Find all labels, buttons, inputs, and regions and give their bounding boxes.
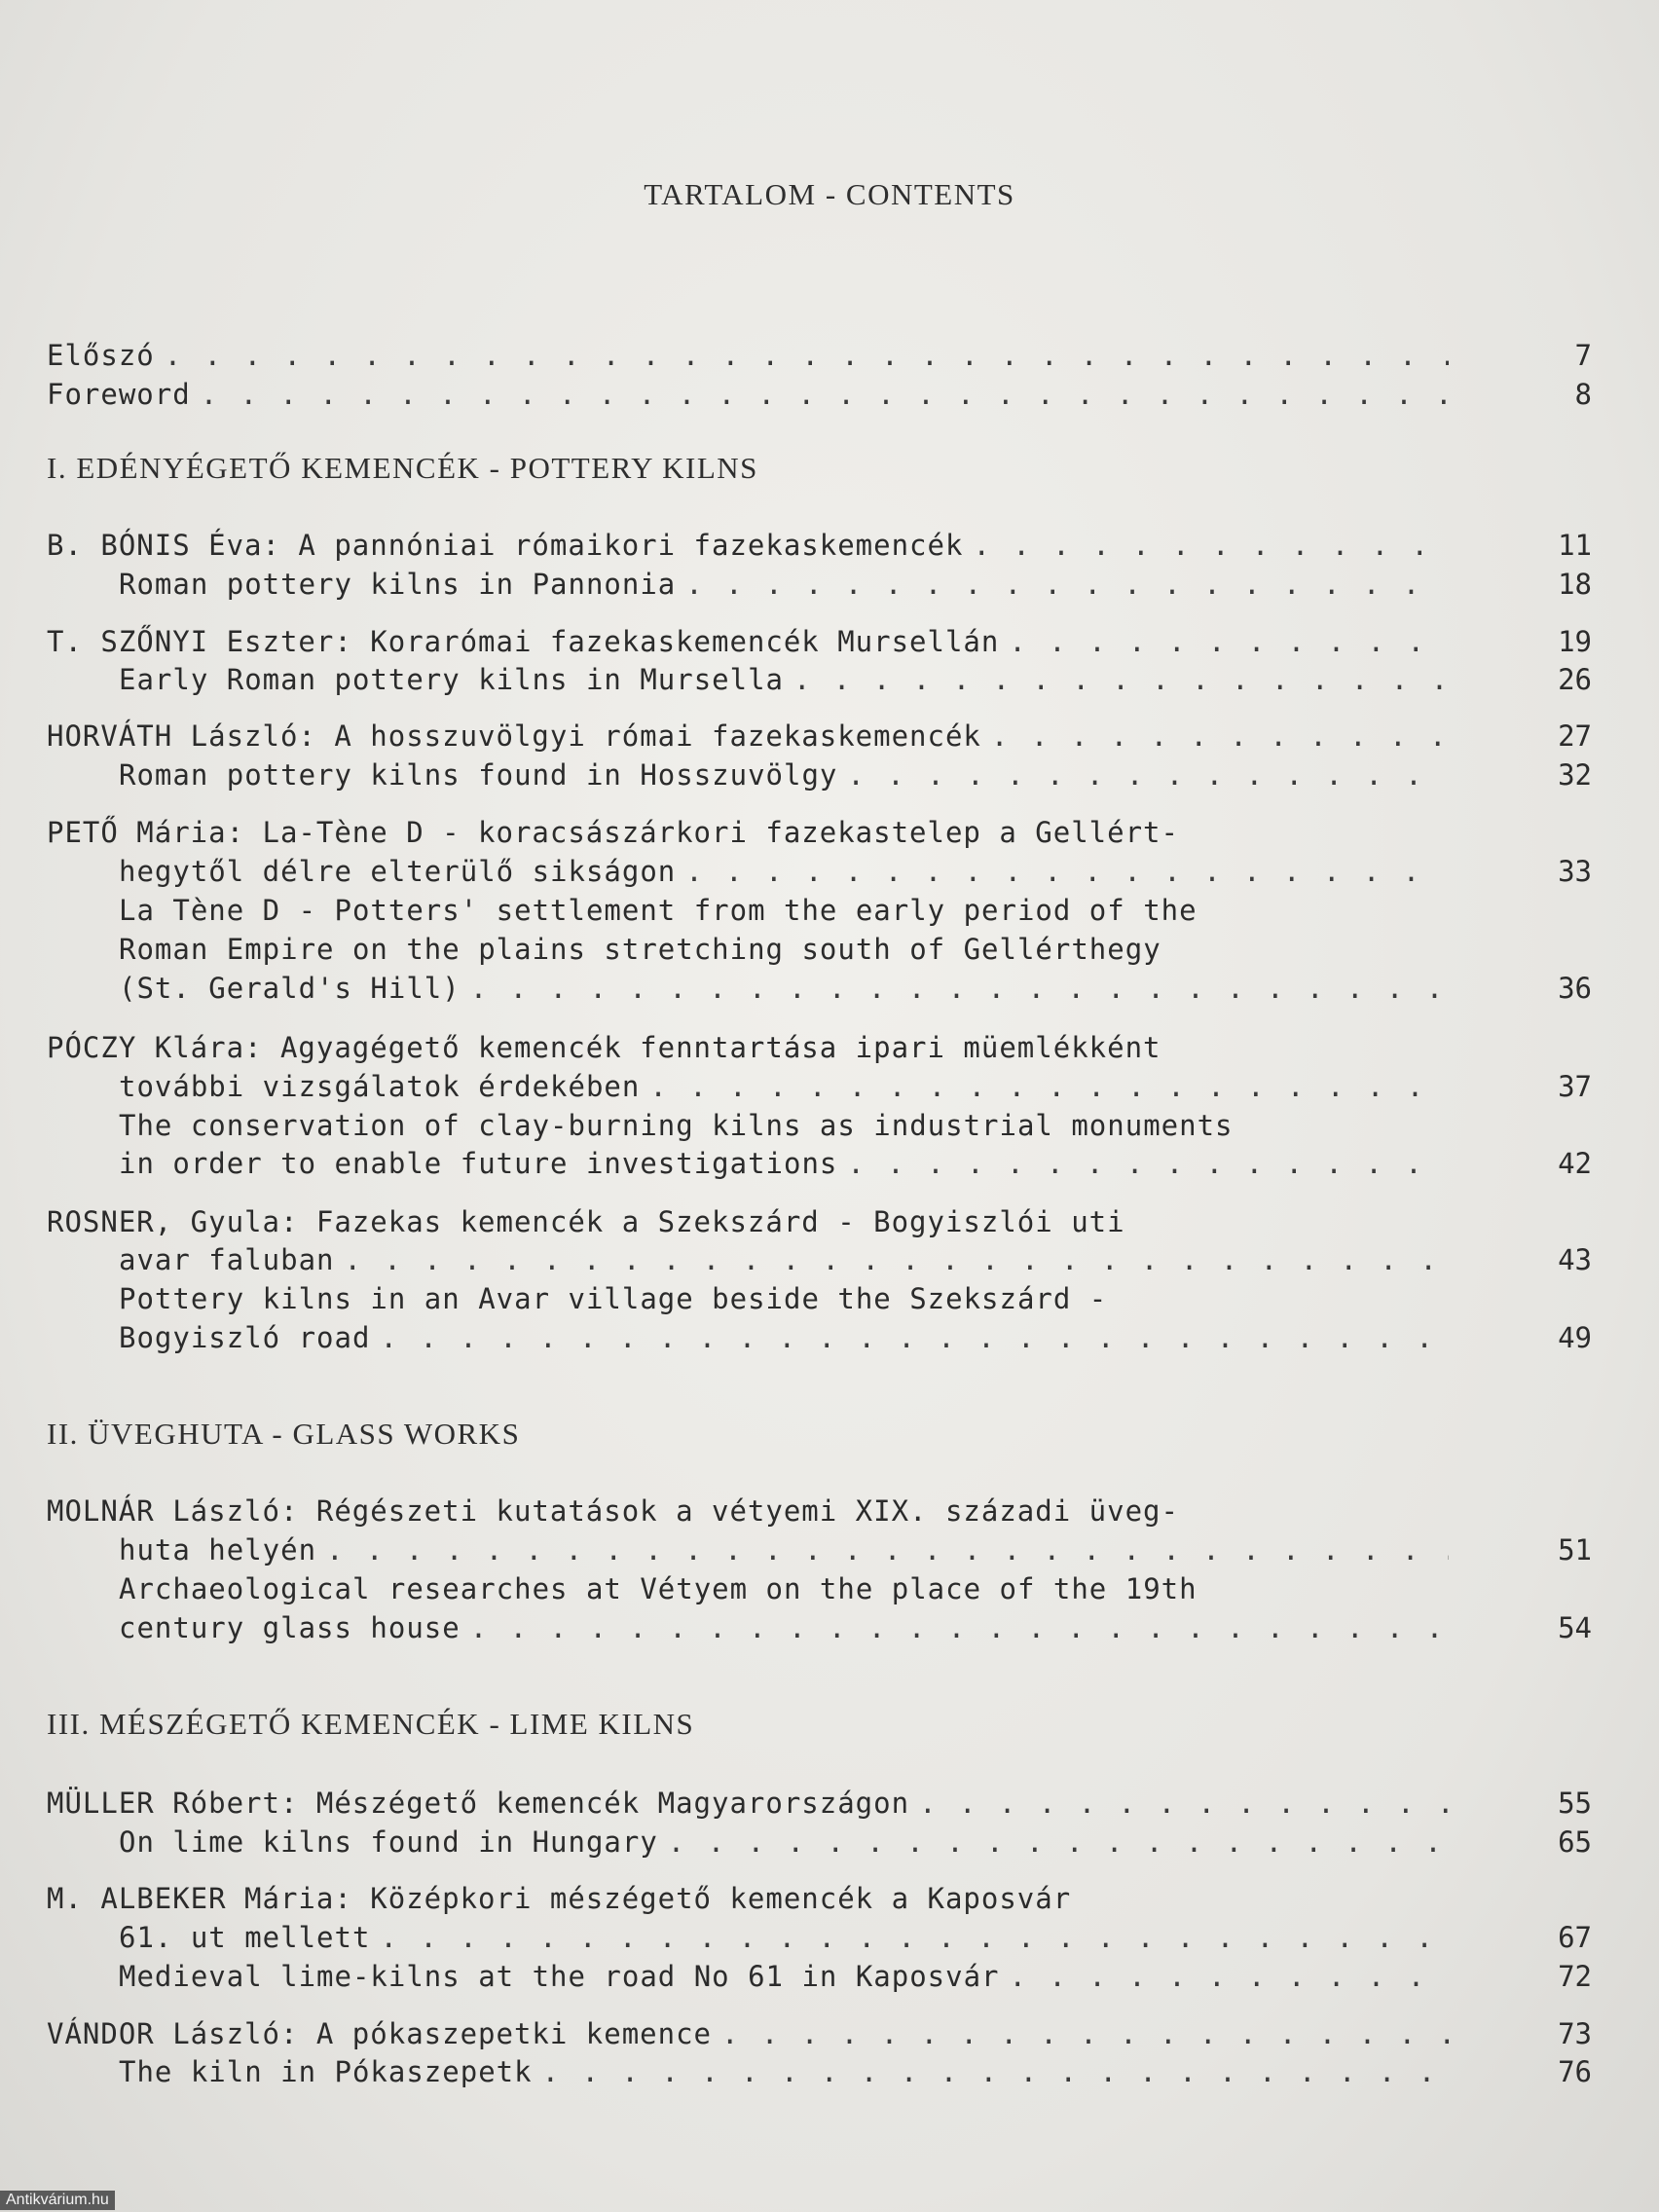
toc-text: (St. Gerald's Hill) [119,972,461,1005]
page-number: 11 [1558,529,1592,562]
toc-text: Roman Empire on the plains stretching south of Gellérthegy [119,933,1161,966]
toc-text: M. ALBEKER Mária: Középkori mészégető kemencék a Kaposvár [47,1882,1072,1915]
toc-line [119,1147,1449,1180]
toc-text: avar faluban [119,1243,335,1276]
toc-line [47,1882,1071,1915]
toc-line [119,933,1161,966]
page-number: 32 [1558,758,1592,792]
toc-text: Roman pottery kilns found in Hosszuvölgy [119,758,838,792]
toc-line [47,625,1449,658]
toc-text: hegytől délre elterülő sikságon [119,855,677,888]
toc-text: MÜLLER Róbert: Mészégető kemencék Magyarországon [47,1787,910,1820]
toc-line [47,378,1449,411]
dot-leader [165,339,1449,372]
toc-line [119,972,1449,1005]
toc-line [119,568,1449,601]
toc-line [119,1572,1198,1605]
page-number: 19 [1558,625,1592,658]
toc-line [119,2055,1449,2088]
toc-line [119,855,1449,888]
toc-text: The conservation of clay-burning kilns as industrial monuments [119,1109,1234,1142]
toc-text: MOLNÁR László: Régészeti kutatások a vétyemi XIX. századi üveg- [47,1494,1179,1528]
dot-leader [847,758,1449,792]
dot-leader [1009,625,1449,658]
section-heading: III. MÉSZÉGETŐ KEMENCÉK - LIME KILNS [47,1707,695,1741]
toc-line [119,894,1198,927]
dot-leader [1010,1960,1449,1993]
toc-text: On lime kilns found in Hungary [119,1825,658,1859]
dot-leader [991,719,1449,753]
dot-leader [470,972,1449,1005]
dot-leader [380,1921,1449,1954]
toc-line [119,1282,1107,1315]
page-number: 49 [1558,1321,1592,1354]
toc-text: Bogyiszló road [119,1321,371,1354]
dot-leader [470,1611,1449,1644]
dot-leader [685,855,1449,888]
dot-leader [793,663,1449,696]
dot-leader [973,529,1449,562]
toc-line [119,663,1449,696]
toc-text: huta helyén [119,1533,317,1567]
page-number: 73 [1558,2017,1592,2050]
toc-text: további vizsgálatok érdekében [119,1070,641,1103]
page-number: 27 [1558,719,1592,753]
page-number: 67 [1558,1921,1592,1954]
page-number: 72 [1558,1960,1592,1993]
dot-leader [668,1825,1449,1859]
toc-line [47,1494,1179,1528]
section-heading: II. ÜVEGHUTA - GLASS WORKS [47,1417,521,1451]
section-heading: I. EDÉNYÉGETŐ KEMENCÉK - POTTERY KILNS [47,451,758,485]
toc-line [119,1960,1449,1993]
toc-text: Archaeological researches at Vétyem on the place of the 19th [119,1572,1198,1605]
toc-text: Early Roman pottery kilns in Mursella [119,663,785,696]
toc-line [119,1321,1449,1354]
toc-text: Pottery kilns in an Avar village beside the Szekszárd - [119,1282,1108,1315]
page-number: 7 [1574,339,1592,372]
dot-leader [919,1787,1449,1820]
toc-line [47,529,1449,562]
toc-text: The kiln in Pókaszepetk [119,2055,533,2088]
toc-text: Előszó [47,339,155,372]
dot-leader [345,1243,1449,1276]
toc-line [47,1205,1125,1238]
toc-line [119,1243,1449,1276]
dot-leader [685,568,1449,601]
page-number: 76 [1558,2055,1592,2088]
toc-line [47,816,1179,849]
page-number: 43 [1558,1243,1592,1276]
page-number: 8 [1574,378,1592,411]
page-number: 26 [1558,663,1592,696]
dot-leader [847,1147,1449,1180]
toc-line [47,1031,1161,1064]
toc-text: La Tène D - Potters' settlement from the early period of the [119,894,1198,927]
toc-text: VÁNDOR László: A pókaszepetki kemence [47,2017,713,2050]
page-title: TARTALOM - CONTENTS [644,177,1015,211]
toc-line [119,1533,1449,1567]
site-watermark: Antikvárium.hu [0,2191,115,2210]
toc-line [47,719,1449,753]
toc-text: PETŐ Mária: La-Tène D - koracsászárkori fazekastelep a Gellért- [47,816,1179,849]
dot-leader [649,1070,1449,1103]
page-number: 55 [1558,1787,1592,1820]
page-number: 42 [1558,1147,1592,1180]
toc-text: B. BÓNIS Éva: A pannóniai rómaikori fazekaskemencék [47,529,964,562]
page-number: 65 [1558,1825,1592,1859]
page-number: 33 [1558,855,1592,888]
page-number: 18 [1558,568,1592,601]
toc-line [119,1921,1449,1954]
toc-text: Roman pottery kilns in Pannonia [119,568,677,601]
toc-line [119,1611,1449,1644]
dot-leader [380,1321,1449,1354]
page-number: 54 [1558,1611,1592,1644]
dot-leader [201,378,1449,411]
toc-line [47,1787,1449,1820]
dot-leader [721,2017,1449,2050]
dot-leader [542,2055,1449,2088]
toc-text: T. SZŐNYI Eszter: Korarómai fazekaskemencék Mursellán [47,625,1000,658]
toc-text: 61. ut mellett [119,1921,371,1954]
toc-line [119,1109,1234,1142]
toc-line [47,339,1449,372]
toc-text: Medieval lime-kilns at the road No 61 in Kaposvár [119,1960,1000,1993]
toc-line [47,2017,1449,2050]
page-number: 36 [1558,972,1592,1005]
toc-text: Foreword [47,378,191,411]
toc-text: in order to enable future investigations [119,1147,838,1180]
toc-line [119,1070,1449,1103]
page-number: 51 [1558,1533,1592,1567]
dot-leader [326,1533,1449,1567]
toc-text: PÓCZY Klára: Agyagégető kemencék fenntartása ipari müemlékként [47,1031,1161,1064]
toc-text: HORVÁTH László: A hosszuvölgyi római fazekaskemencék [47,719,981,753]
toc-line [119,758,1449,792]
toc-line [119,1825,1449,1859]
page-number: 37 [1558,1070,1592,1103]
toc-text: ROSNER, Gyula: Fazekas kemencék a Szekszárd - Bogyiszlói uti [47,1205,1125,1238]
toc-text: century glass house [119,1611,461,1644]
